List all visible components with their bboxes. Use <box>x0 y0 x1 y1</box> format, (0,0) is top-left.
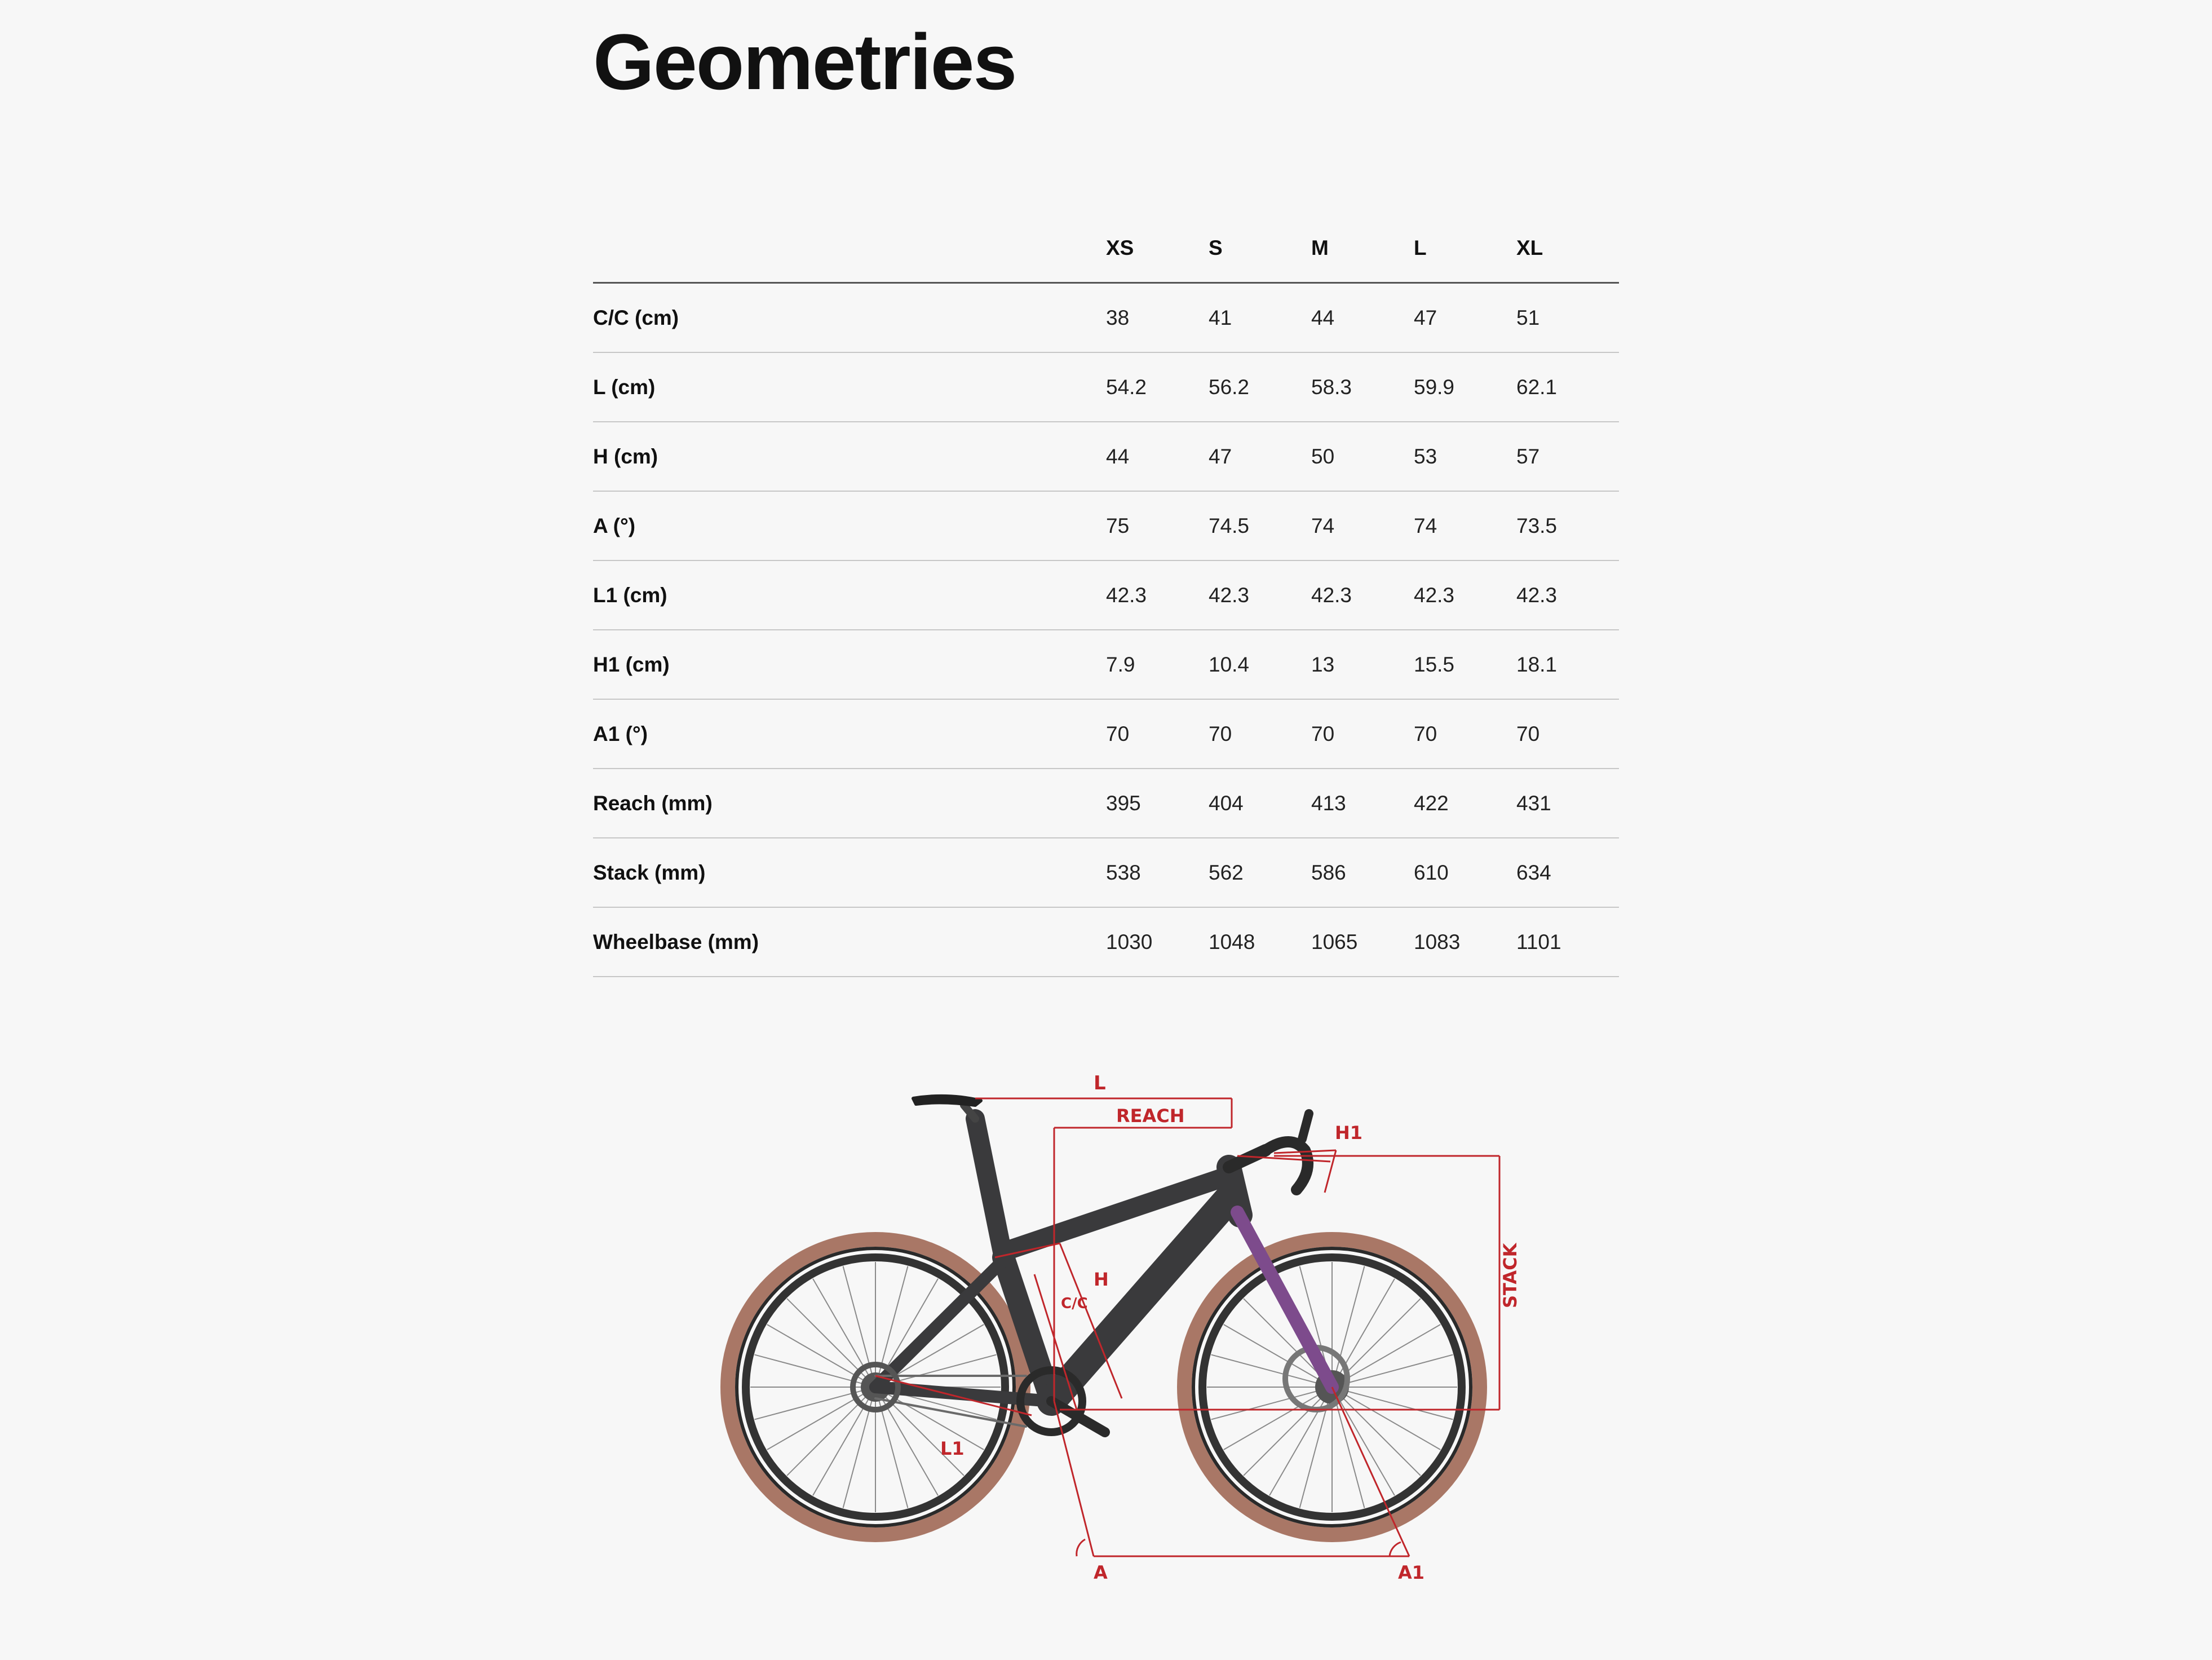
row-label: L (cm) <box>593 352 1106 422</box>
table-cell: 42.3 <box>1516 560 1619 630</box>
table-cell: 7.9 <box>1106 630 1209 699</box>
label-cc: C/C <box>1061 1295 1088 1312</box>
table-cell: 58.3 <box>1311 352 1414 422</box>
table-row <box>593 907 1619 977</box>
bike-geometry-diagram <box>710 1071 1522 1613</box>
table-cell: 422 <box>1414 769 1516 838</box>
table-cell: 1083 <box>1414 907 1516 977</box>
table-header-row <box>593 214 1619 283</box>
table-cell: 70 <box>1311 699 1414 769</box>
table-cell: 47 <box>1414 283 1516 353</box>
row-label: H1 (cm) <box>593 630 1106 699</box>
table-row <box>593 769 1619 838</box>
label-h1: H1 <box>1335 1122 1363 1144</box>
table-cell: 1101 <box>1516 907 1619 977</box>
table-row <box>593 352 1619 422</box>
table-cell: 50 <box>1311 422 1414 491</box>
table-cell: 74 <box>1414 491 1516 560</box>
label-l: L <box>1094 1072 1106 1094</box>
header-cell-xl: XL <box>1516 214 1619 283</box>
row-label: H (cm) <box>593 422 1106 491</box>
table-cell: 74.5 <box>1209 491 1311 560</box>
table-cell: 70 <box>1414 699 1516 769</box>
table-cell: 62.1 <box>1516 352 1619 422</box>
header-cell-xs: XS <box>1106 214 1209 283</box>
table-cell: 42.3 <box>1414 560 1516 630</box>
table-cell: 586 <box>1311 838 1414 907</box>
table-body <box>593 283 1619 977</box>
table-row <box>593 560 1619 630</box>
table-cell: 634 <box>1516 838 1619 907</box>
table-cell: 59.9 <box>1414 352 1516 422</box>
table-row <box>593 283 1619 353</box>
table-cell: 75 <box>1106 491 1209 560</box>
table-cell: 42.3 <box>1209 560 1311 630</box>
table-cell: 395 <box>1106 769 1209 838</box>
label-a1: A1 <box>1398 1562 1425 1583</box>
table-cell: 404 <box>1209 769 1311 838</box>
page-title: Geometries <box>593 17 1016 106</box>
table-cell: 57 <box>1516 422 1619 491</box>
table-cell: 54.2 <box>1106 352 1209 422</box>
table-cell: 562 <box>1209 838 1311 907</box>
table-cell: 70 <box>1209 699 1311 769</box>
table-cell: 73.5 <box>1516 491 1619 560</box>
label-a: A <box>1094 1562 1108 1583</box>
table-cell: 538 <box>1106 838 1209 907</box>
table-cell: 18.1 <box>1516 630 1619 699</box>
header-cell-s: S <box>1209 214 1311 283</box>
table-cell: 1030 <box>1106 907 1209 977</box>
table-row <box>593 422 1619 491</box>
geometry-table <box>593 214 1619 977</box>
row-label: Stack (mm) <box>593 838 1106 907</box>
label-l1: L1 <box>940 1438 965 1459</box>
table-cell: 42.3 <box>1311 560 1414 630</box>
table-cell: 15.5 <box>1414 630 1516 699</box>
label-stack: STACK <box>1499 1243 1521 1308</box>
table-cell: 1065 <box>1311 907 1414 977</box>
table-cell: 42.3 <box>1106 560 1209 630</box>
table-cell: 70 <box>1516 699 1619 769</box>
row-label: A (°) <box>593 491 1106 560</box>
table-cell: 41 <box>1209 283 1311 353</box>
table-cell: 38 <box>1106 283 1209 353</box>
table-cell: 53 <box>1414 422 1516 491</box>
table-cell: 56.2 <box>1209 352 1311 422</box>
table-cell: 610 <box>1414 838 1516 907</box>
header-cell-l: L <box>1414 214 1516 283</box>
table-row <box>593 630 1619 699</box>
table-row <box>593 699 1619 769</box>
table-cell: 1048 <box>1209 907 1311 977</box>
header-cell-m: M <box>1311 214 1414 283</box>
row-label: C/C (cm) <box>593 283 1106 353</box>
table-cell: 47 <box>1209 422 1311 491</box>
table-cell: 44 <box>1311 283 1414 353</box>
table-cell: 431 <box>1516 769 1619 838</box>
table-cell: 413 <box>1311 769 1414 838</box>
table-row <box>593 491 1619 560</box>
label-reach: REACH <box>1116 1105 1185 1127</box>
row-label: Wheelbase (mm) <box>593 907 1106 977</box>
table-cell: 74 <box>1311 491 1414 560</box>
table-cell: 13 <box>1311 630 1414 699</box>
header-cell <box>593 214 1106 283</box>
row-label: A1 (°) <box>593 699 1106 769</box>
row-label: L1 (cm) <box>593 560 1106 630</box>
table-cell: 44 <box>1106 422 1209 491</box>
table-row <box>593 838 1619 907</box>
row-label: Reach (mm) <box>593 769 1106 838</box>
table-cell: 10.4 <box>1209 630 1311 699</box>
table-cell: 70 <box>1106 699 1209 769</box>
label-h: H <box>1094 1269 1109 1290</box>
table-cell: 51 <box>1516 283 1619 353</box>
